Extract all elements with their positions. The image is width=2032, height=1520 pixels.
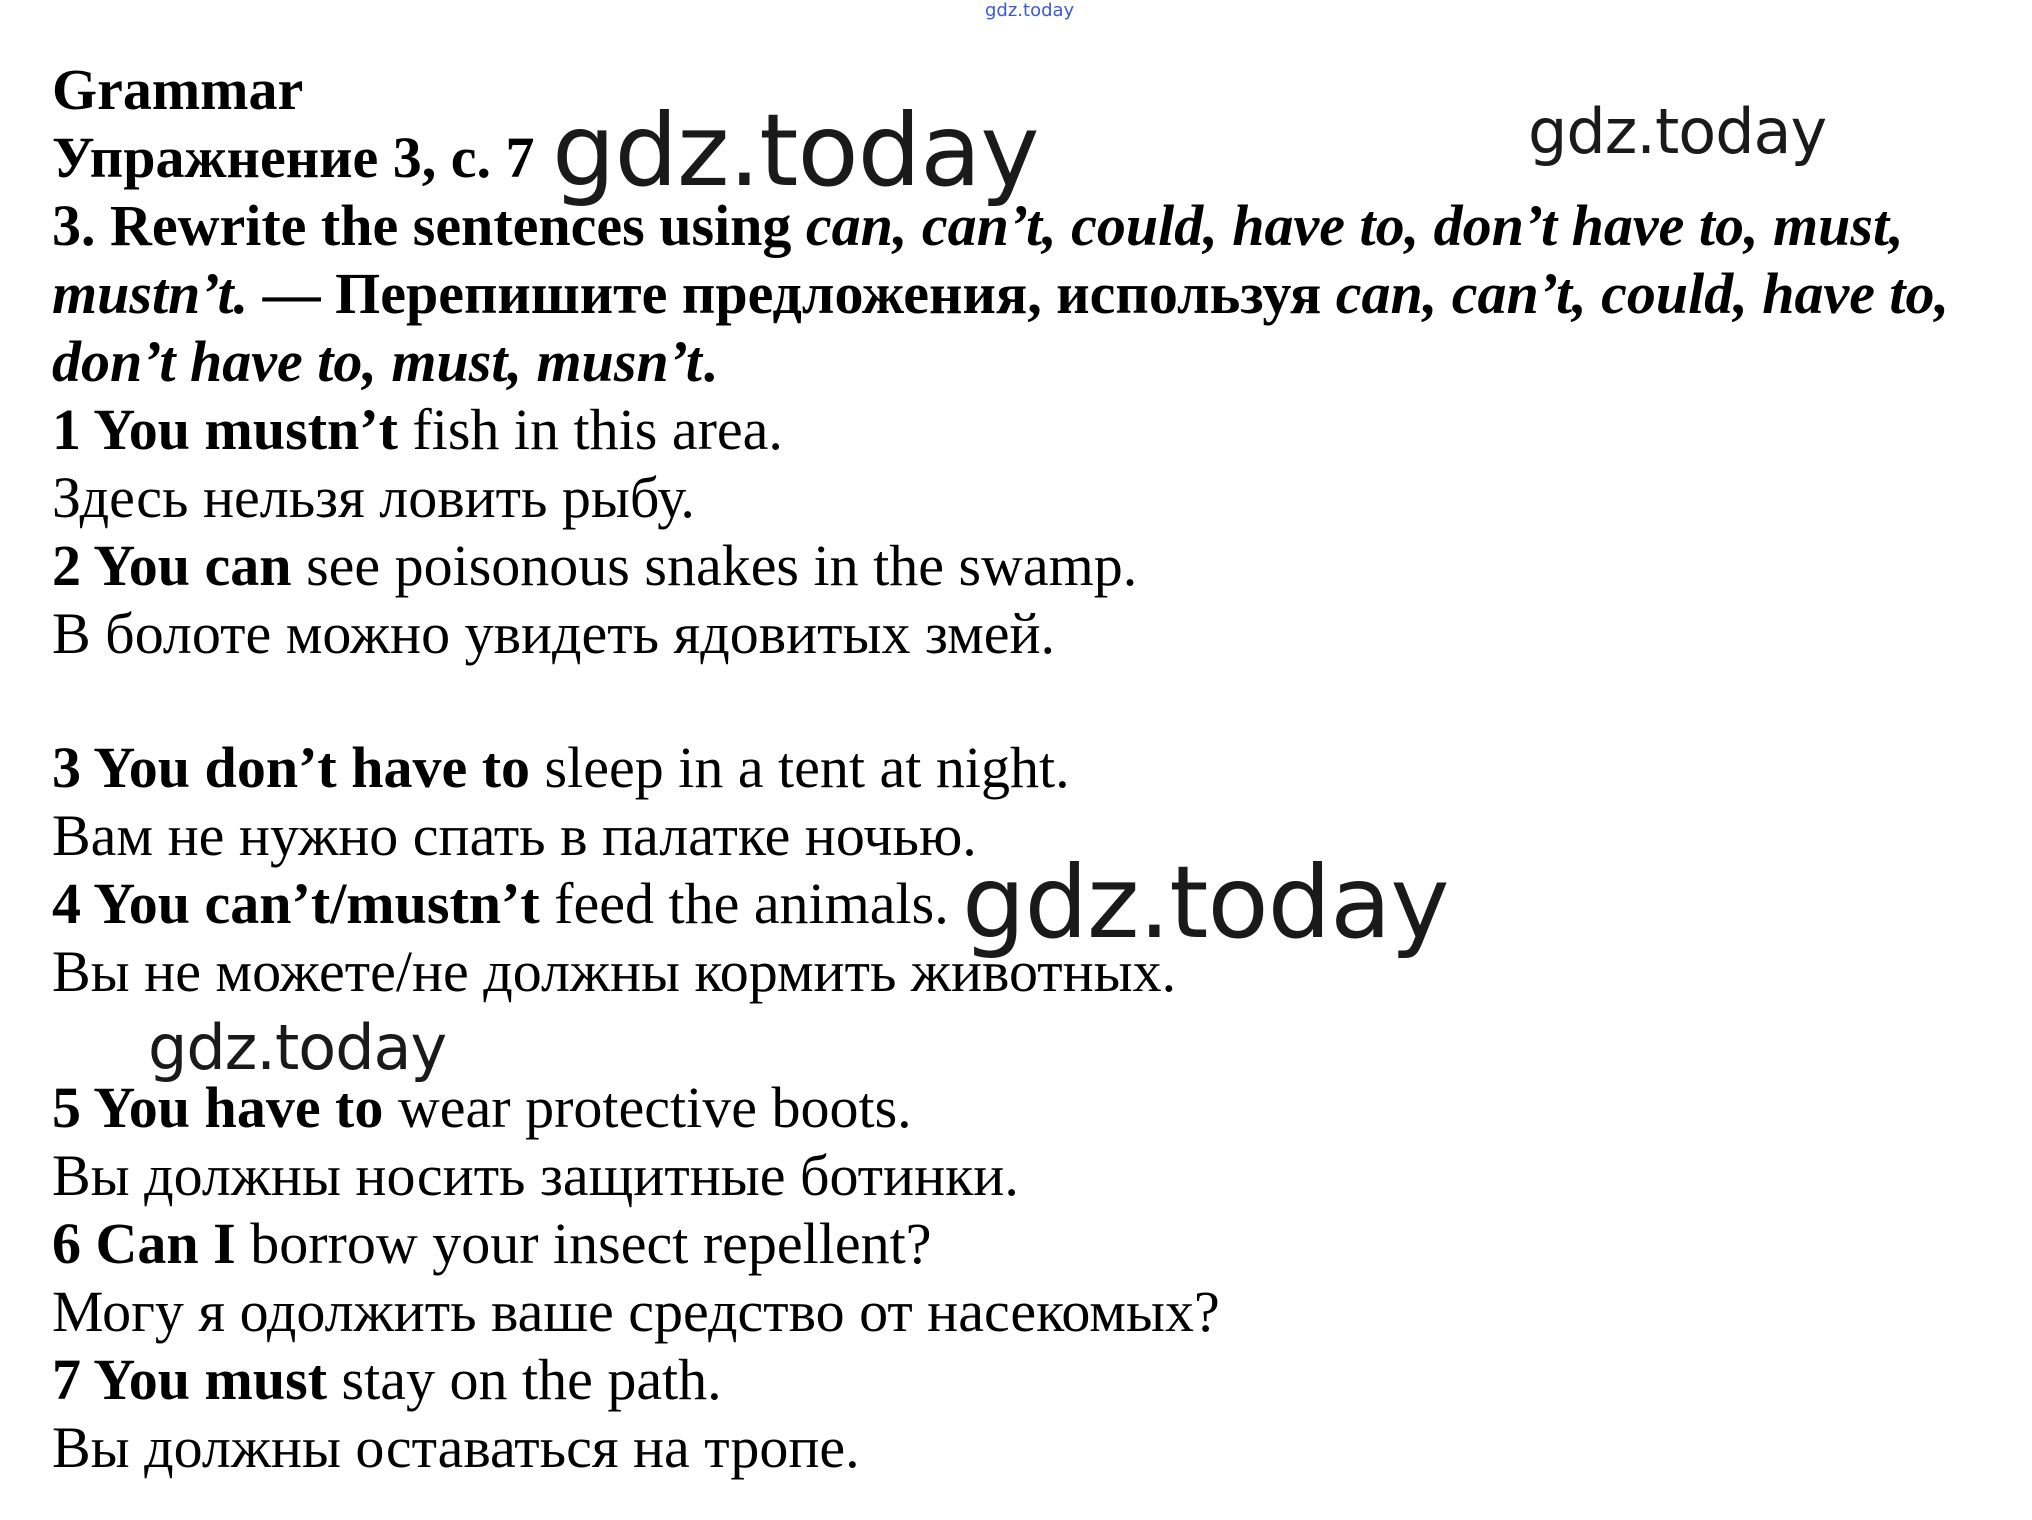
item-7-bold: 7 You must [52,1347,328,1412]
item-6-rest: borrow your insect repellent? [235,1211,932,1276]
item-2-bold: 2 You can [52,533,292,598]
item-4-translation: Вы не можете/не должны кормить животных. [52,939,1177,1004]
item-3-rest: sleep in a tent at night. [530,735,1070,800]
task-modals-4: don’t have to, must, musn’t [52,329,702,394]
task-modals-3: can, can’t, could, have to, [1335,261,1950,326]
item-6-english [52,1210,931,1278]
task-modals-2: mustn’t. [52,261,249,326]
watermark-large-2: gdz.today [1528,95,1827,168]
item-4-english [52,870,949,938]
item-6-bold: 6 Can I [52,1211,236,1276]
item-1-english [52,396,783,464]
watermark-top-small: gdz.today [985,0,1075,21]
watermark-large-1: gdz.today [552,92,1039,209]
task-line-3 [52,328,716,396]
item-3-translation: Вам не нужно спать в палатке ночью. [52,803,977,868]
task-end: . [701,329,717,394]
item-7-rest: stay on the path. [327,1347,722,1412]
item-4-bold: 4 You can’t/mustn’t [52,871,540,936]
item-3-bold: 3 You don’t have to [52,735,531,800]
item-1-translation: Здесь нельзя ловить рыбу. [52,465,695,530]
watermark-large-3: gdz.today [962,844,1449,961]
task-prefix: 3. Rewrite the sentences using [52,193,806,258]
item-3-english [52,734,1070,802]
task-line-2 [52,260,1949,328]
section-title: Grammar [52,57,304,122]
item-5-bold: 5 You have to [52,1075,384,1140]
item-2-rest: see poisonous snakes in the swamp. [291,533,1138,598]
item-2-english [52,532,1137,600]
watermark-large-4: gdz.today [148,1011,447,1084]
item-5-english [52,1074,912,1142]
item-5-translation: Вы должны носить защитные ботинки. [52,1143,1019,1208]
item-6-translation: Могу я одолжить ваше средство от насекомых? [52,1279,1220,1344]
item-5-rest: wear protective boots. [383,1075,912,1140]
item-7-english [52,1346,722,1414]
task-modals-1: can, can’t, could, have to, don’t have to, must, [805,193,1904,258]
item-4-rest: feed the animals. [539,871,949,936]
task-russian: — Перепишите предложения, используя [248,261,1336,326]
item-1-rest: fish in this area. [397,397,783,462]
item-1-bold: 1 You mustn’t [52,397,398,462]
item-2-translation: В болоте можно увидеть ядовитых змей. [52,601,1056,666]
exercise-heading: Упражнение 3, с. 7 [52,125,535,190]
item-7-translation: Вы должны оставаться на тропе. [52,1415,860,1480]
